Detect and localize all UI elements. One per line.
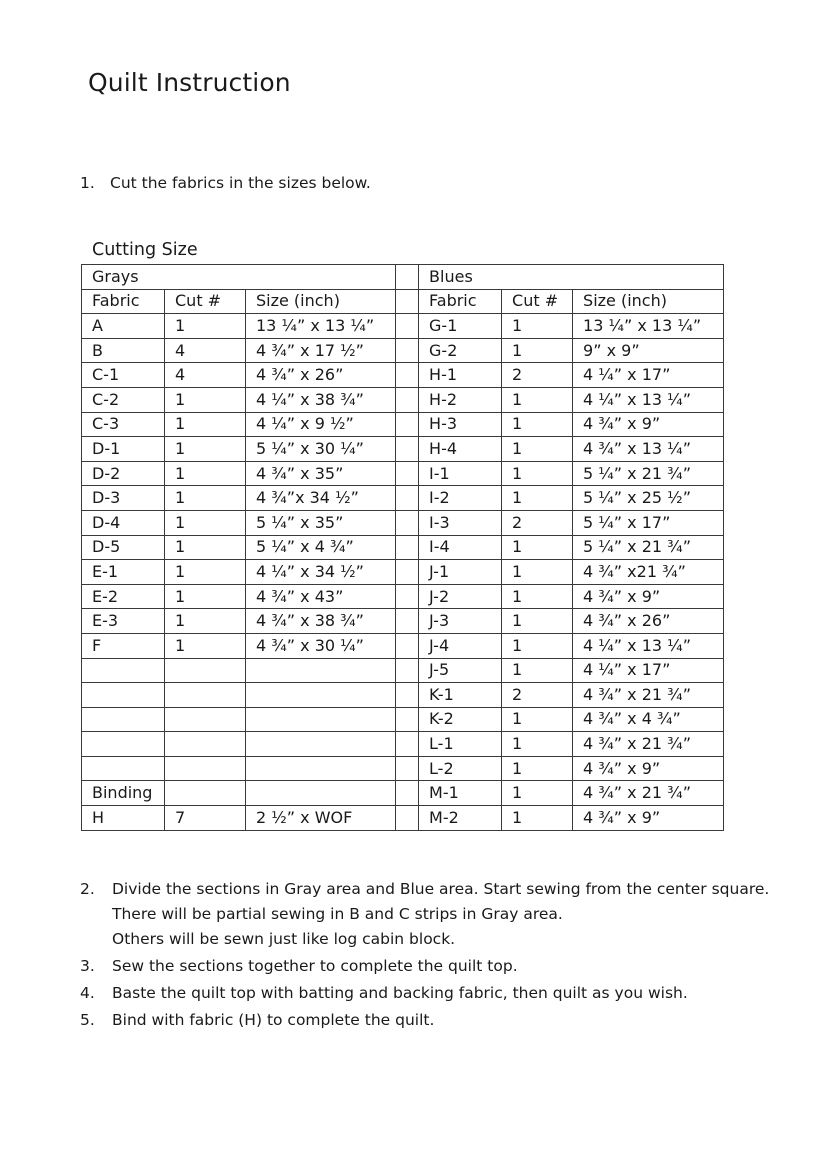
grays-cut-count-cell [165, 658, 246, 683]
grays-fabric-cell: D-3 [82, 486, 165, 511]
blues-cut-count-cell: 1 [502, 535, 573, 560]
step-text: Baste the quilt top with batting and backing fabric, then quilt as you wish. [112, 984, 688, 1002]
grays-size-cell: 4 ¾” x 35” [246, 461, 396, 486]
blues-fabric-cell: J-4 [419, 633, 502, 658]
table-row [82, 486, 724, 511]
grays-fabric-cell: A [82, 314, 165, 339]
step-1 [80, 172, 780, 194]
step-number: 3. [80, 957, 95, 975]
grays-size-cell: 4 ¾” x 26” [246, 363, 396, 388]
divider-cell [396, 363, 419, 388]
blues-fabric-cell: J-1 [419, 560, 502, 585]
blues-fabric-cell: I-2 [419, 486, 502, 511]
table-row [82, 781, 724, 806]
grays-size-cell: 5 ¼” x 35” [246, 510, 396, 535]
grays-cut-count-cell: 1 [165, 412, 246, 437]
blues-size-cell: 4 ¾” x 13 ¼” [573, 437, 724, 462]
divider-cell [396, 437, 419, 462]
table-row [82, 387, 724, 412]
divider-cell [396, 806, 419, 831]
blues-size-cell: 4 ¾” x21 ¾” [573, 560, 724, 585]
blues-size-cell: 4 ¾” x 9” [573, 806, 724, 831]
divider-cell [396, 633, 419, 658]
blues-cut-count-cell: 2 [502, 510, 573, 535]
blues-header: Blues [419, 265, 724, 290]
table-section-row [82, 265, 724, 290]
blues-size-cell: 4 ¼” x 17” [573, 658, 724, 683]
grays-size-cell: 4 ¾”x 34 ½” [246, 486, 396, 511]
grays-fabric-cell: C-1 [82, 363, 165, 388]
divider-cell [396, 387, 419, 412]
grays-size-cell: 2 ½” x WOF [246, 806, 396, 831]
blues-fabric-cell: M-1 [419, 781, 502, 806]
blues-fabric-cell: J-5 [419, 658, 502, 683]
grays-size-cell: 5 ¼” x 30 ¼” [246, 437, 396, 462]
divider-cell [396, 781, 419, 806]
grays-fabric-cell: D-2 [82, 461, 165, 486]
blues-fabric-cell: H-4 [419, 437, 502, 462]
blues-fabric-cell: K-2 [419, 707, 502, 732]
blues-size-cell: 4 ¾” x 21 ¾” [573, 781, 724, 806]
grays-size-cell [246, 781, 396, 806]
grays-cut-count-cell: 1 [165, 560, 246, 585]
step-2 [80, 878, 800, 956]
divider-cell [396, 289, 419, 314]
table-row [82, 363, 724, 388]
column-header: Size (inch) [246, 289, 396, 314]
grays-cut-count-cell: 4 [165, 363, 246, 388]
divider-cell [396, 658, 419, 683]
divider-cell [396, 338, 419, 363]
blues-cut-count-cell: 1 [502, 412, 573, 437]
grays-fabric-cell [82, 732, 165, 757]
column-header: Cut # [502, 289, 573, 314]
grays-fabric-cell: D-5 [82, 535, 165, 560]
step-text-line: Divide the sections in Gray area and Blue area. Start sewing from the center square. [112, 880, 770, 898]
grays-cut-count-cell [165, 707, 246, 732]
blues-fabric-cell: H-2 [419, 387, 502, 412]
blues-size-cell: 5 ¼” x 17” [573, 510, 724, 535]
table-row [82, 707, 724, 732]
grays-cut-count-cell: 7 [165, 806, 246, 831]
blues-cut-count-cell: 1 [502, 732, 573, 757]
table-row [82, 584, 724, 609]
blues-size-cell: 4 ¾” x 9” [573, 756, 724, 781]
blues-cut-count-cell: 1 [502, 461, 573, 486]
grays-cut-count-cell: 1 [165, 584, 246, 609]
table-row [82, 437, 724, 462]
column-header: Fabric [82, 289, 165, 314]
blues-cut-count-cell: 2 [502, 683, 573, 708]
grays-fabric-cell [82, 683, 165, 708]
divider-cell [396, 535, 419, 560]
blues-size-cell: 5 ¼” x 21 ¾” [573, 461, 724, 486]
table-row [82, 633, 724, 658]
blues-size-cell: 4 ¼” x 13 ¼” [573, 633, 724, 658]
grays-cut-count-cell [165, 683, 246, 708]
table-row [82, 412, 724, 437]
divider-cell [396, 412, 419, 437]
blues-fabric-cell: K-1 [419, 683, 502, 708]
step-text: Cut the fabrics in the sizes below. [110, 174, 371, 192]
blues-cut-count-cell: 1 [502, 609, 573, 634]
grays-fabric-cell: C-2 [82, 387, 165, 412]
grays-size-cell: 4 ¼” x 38 ¾” [246, 387, 396, 412]
divider-cell [396, 609, 419, 634]
grays-size-cell: 5 ¼” x 4 ¾” [246, 535, 396, 560]
grays-cut-count-cell: 1 [165, 387, 246, 412]
grays-fabric-cell: C-3 [82, 412, 165, 437]
blues-cut-count-cell: 1 [502, 314, 573, 339]
blues-cut-count-cell: 1 [502, 486, 573, 511]
grays-cut-count-cell [165, 756, 246, 781]
step-text: Sew the sections together to complete the quilt top. [112, 957, 518, 975]
grays-size-cell [246, 658, 396, 683]
blues-fabric-cell: G-1 [419, 314, 502, 339]
grays-cut-count-cell: 1 [165, 437, 246, 462]
grays-fabric-cell: H [82, 806, 165, 831]
blues-size-cell: 4 ¼” x 13 ¼” [573, 387, 724, 412]
step-text-line: Others will be sewn just like log cabin block. [112, 930, 456, 948]
column-header: Fabric [419, 289, 502, 314]
table-row [82, 461, 724, 486]
table-row [82, 314, 724, 339]
grays-size-cell [246, 732, 396, 757]
grays-size-cell: 13 ¼” x 13 ¼” [246, 314, 396, 339]
blues-size-cell: 4 ¾” x 9” [573, 584, 724, 609]
grays-cut-count-cell: 1 [165, 535, 246, 560]
blues-fabric-cell: I-1 [419, 461, 502, 486]
grays-cut-count-cell: 4 [165, 338, 246, 363]
grays-cut-count-cell [165, 781, 246, 806]
grays-fabric-cell: B [82, 338, 165, 363]
divider-cell [396, 265, 419, 290]
table-row [82, 756, 724, 781]
grays-fabric-cell: Binding [82, 781, 165, 806]
step-number: 4. [80, 984, 95, 1002]
divider-cell [396, 486, 419, 511]
divider-cell [396, 510, 419, 535]
table-caption: Cutting Size [92, 240, 198, 260]
cutting-size-table [81, 264, 724, 831]
blues-fabric-cell: J-2 [419, 584, 502, 609]
grays-fabric-cell: F [82, 633, 165, 658]
blues-fabric-cell: H-1 [419, 363, 502, 388]
blues-size-cell: 4 ¼” x 17” [573, 363, 724, 388]
table-row [82, 806, 724, 831]
table-row [82, 658, 724, 683]
blues-size-cell: 5 ¼” x 25 ½” [573, 486, 724, 511]
grays-size-cell [246, 707, 396, 732]
grays-fabric-cell [82, 707, 165, 732]
divider-cell [396, 707, 419, 732]
grays-size-cell [246, 683, 396, 708]
blues-size-cell: 4 ¾” x 21 ¾” [573, 683, 724, 708]
grays-cut-count-cell: 1 [165, 461, 246, 486]
step-3 [80, 955, 780, 977]
divider-cell [396, 683, 419, 708]
grays-fabric-cell [82, 756, 165, 781]
blues-size-cell: 4 ¾” x 4 ¾” [573, 707, 724, 732]
grays-size-cell: 4 ¾” x 30 ¼” [246, 633, 396, 658]
column-header: Cut # [165, 289, 246, 314]
divider-cell [396, 732, 419, 757]
grays-cut-count-cell: 1 [165, 486, 246, 511]
blues-fabric-cell: L-1 [419, 732, 502, 757]
blues-cut-count-cell: 1 [502, 707, 573, 732]
blues-fabric-cell: I-3 [419, 510, 502, 535]
grays-header: Grays [82, 265, 396, 290]
blues-cut-count-cell: 1 [502, 387, 573, 412]
grays-size-cell: 4 ¼” x 9 ½” [246, 412, 396, 437]
step-5 [80, 1009, 780, 1031]
blues-cut-count-cell: 1 [502, 806, 573, 831]
blues-fabric-cell: H-3 [419, 412, 502, 437]
table-row [82, 683, 724, 708]
blues-cut-count-cell: 1 [502, 658, 573, 683]
blues-size-cell: 4 ¾” x 26” [573, 609, 724, 634]
grays-fabric-cell: E-2 [82, 584, 165, 609]
blues-cut-count-cell: 1 [502, 756, 573, 781]
blues-size-cell: 4 ¾” x 21 ¾” [573, 732, 724, 757]
table-row [82, 535, 724, 560]
grays-size-cell: 4 ¼” x 34 ½” [246, 560, 396, 585]
blues-cut-count-cell: 1 [502, 584, 573, 609]
blues-fabric-cell: L-2 [419, 756, 502, 781]
grays-size-cell [246, 756, 396, 781]
grays-size-cell: 4 ¾” x 38 ¾” [246, 609, 396, 634]
step-number: 5. [80, 1011, 95, 1029]
grays-fabric-cell: E-3 [82, 609, 165, 634]
blues-cut-count-cell: 2 [502, 363, 573, 388]
grays-size-cell: 4 ¾” x 43” [246, 584, 396, 609]
grays-fabric-cell [82, 658, 165, 683]
column-header: Size (inch) [573, 289, 724, 314]
divider-cell [396, 461, 419, 486]
blues-fabric-cell: G-2 [419, 338, 502, 363]
step-number: 2. [80, 880, 95, 898]
table-row [82, 510, 724, 535]
divider-cell [396, 314, 419, 339]
grays-cut-count-cell: 1 [165, 633, 246, 658]
divider-cell [396, 584, 419, 609]
grays-cut-count-cell: 1 [165, 609, 246, 634]
table-row [82, 560, 724, 585]
divider-cell [396, 560, 419, 585]
grays-cut-count-cell: 1 [165, 510, 246, 535]
blues-cut-count-cell: 1 [502, 338, 573, 363]
step-text: Bind with fabric (H) to complete the quilt. [112, 1011, 435, 1029]
table-row [82, 338, 724, 363]
step-number: 1. [80, 174, 95, 192]
table-header-row [82, 289, 724, 314]
table-row [82, 609, 724, 634]
blues-fabric-cell: M-2 [419, 806, 502, 831]
grays-fabric-cell: D-4 [82, 510, 165, 535]
blues-size-cell: 9” x 9” [573, 338, 724, 363]
grays-size-cell: 4 ¾” x 17 ½” [246, 338, 396, 363]
blues-fabric-cell: I-4 [419, 535, 502, 560]
divider-cell [396, 756, 419, 781]
blues-cut-count-cell: 1 [502, 560, 573, 585]
grays-cut-count-cell [165, 732, 246, 757]
blues-cut-count-cell: 1 [502, 437, 573, 462]
blues-size-cell: 5 ¼” x 21 ¾” [573, 535, 724, 560]
blues-size-cell: 13 ¼” x 13 ¼” [573, 314, 724, 339]
table-row [82, 732, 724, 757]
blues-cut-count-cell: 1 [502, 781, 573, 806]
step-text-line: There will be partial sewing in B and C strips in Gray area. [112, 905, 563, 923]
step-4 [80, 982, 780, 1004]
grays-fabric-cell: D-1 [82, 437, 165, 462]
document-title: Quilt Instruction [88, 68, 291, 97]
blues-size-cell: 4 ¾” x 9” [573, 412, 724, 437]
grays-fabric-cell: E-1 [82, 560, 165, 585]
blues-cut-count-cell: 1 [502, 633, 573, 658]
blues-fabric-cell: J-3 [419, 609, 502, 634]
grays-cut-count-cell: 1 [165, 314, 246, 339]
